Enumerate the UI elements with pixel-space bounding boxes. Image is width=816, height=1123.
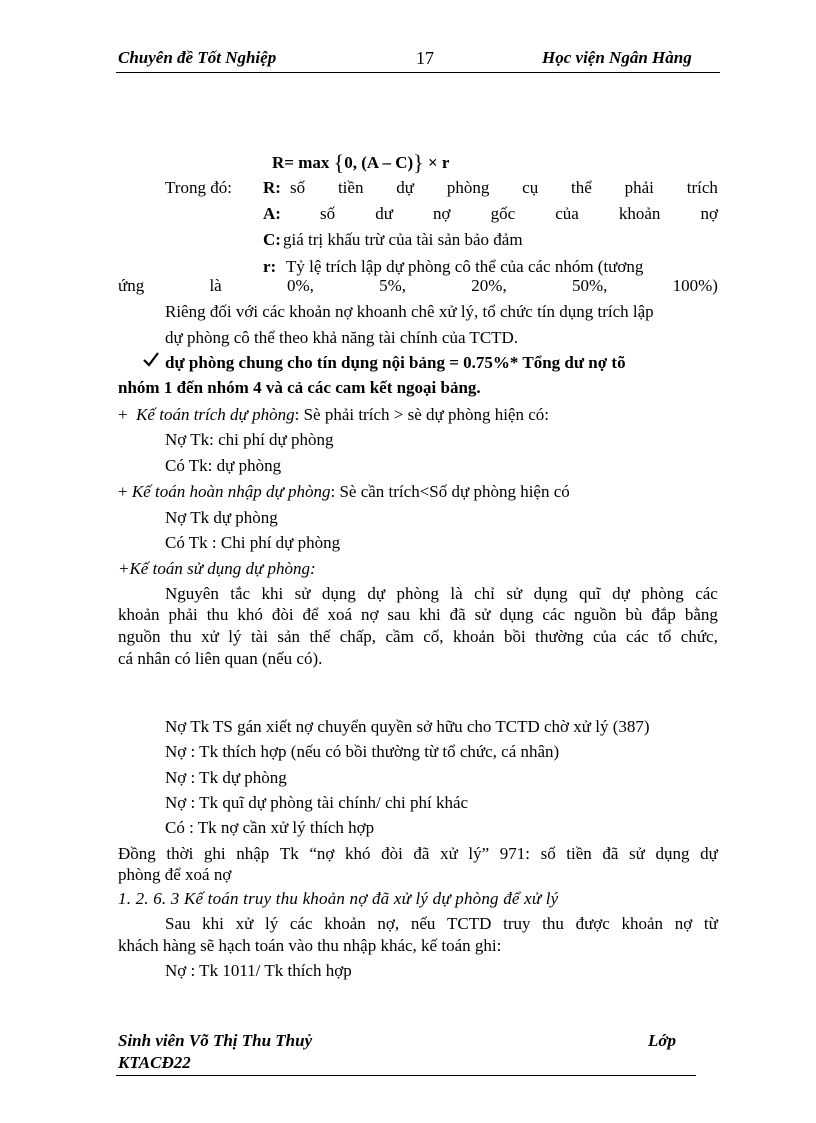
header-right: Học viện Ngân Hàng (542, 48, 692, 67)
formula: R= max {0, (A – C)} × r (272, 150, 450, 175)
def-r-text: Tỷ lệ trích lập dự phòng cô thể của các nhóm (tương (286, 257, 644, 276)
entry-9: Có : Tk nợ cần xử lý thích hợp (165, 818, 375, 837)
def-r-continuation: ứng là 0%, 5%, 20%, 50%, 100%) (118, 276, 718, 295)
footer-student: Sinh viên Võ Thị Thu Thuỷ (118, 1031, 313, 1050)
plus-item-1: + Kế toán trích dự phòng: Sè phải trích > sè dự phòng hiện có: (118, 405, 549, 424)
entry-2: Có Tk: dự phòng (165, 456, 282, 475)
page-number: 17 (416, 48, 434, 68)
footer-class-label: Lớp (648, 1031, 677, 1050)
defs-intro: Trong đó: (165, 178, 232, 197)
def-A-key: A: (263, 204, 281, 223)
para-1-line-1: Riêng đối với các khoản nợ khoanh chê xử lý, tổ chức tín dụng trích lập (165, 302, 654, 321)
entry-4: Có Tk : Chi phí dự phòng (165, 533, 341, 552)
def-R-key: R: (263, 178, 281, 197)
def-C-key: C: (263, 230, 281, 249)
entry-6: Nợ : Tk thích hợp (nếu có bồi thường từ tổ chức, cá nhân) (165, 742, 560, 761)
entry-3: Nợ Tk dự phòng (165, 508, 278, 527)
entry-1: Nợ Tk: chi phí dự phòng (165, 430, 334, 449)
para-2-line-3: nguồn thu xử lý tài sản thế chấp, cầm cố, khoản bồi thường của các tổ chức, (118, 627, 718, 646)
para-3-line-1: Đồng thời ghi nhập Tk “nợ khó đòi đã xử lý” 971: số tiền đã sử dụng dự (118, 844, 718, 863)
footer-class-code: KTACĐ22 (118, 1053, 191, 1072)
entry-8: Nợ : Tk quĩ dự phòng tài chính/ chi phí khác (165, 793, 469, 812)
bullet-line-1: dự phòng chung cho tín dụng nội bảng = 0.75%* Tổng dư nợ tõ (165, 353, 626, 372)
bullet-line-2: nhóm 1 đến nhóm 4 và cả các cam kết ngoại bảng. (118, 378, 481, 397)
def-C-text: giá trị khấu trừ của tài sản bảo đảm (283, 230, 523, 249)
section-heading: 1. 2. 6. 3 Kế toán truy thu khoản nợ đã xử lý dự phòng để xử lý (118, 889, 559, 908)
footer-rule (116, 1075, 696, 1076)
para-4-line-1: Sau khi xử lý các khoản nợ, nếu TCTD truy thu được khoản nợ từ (165, 914, 718, 933)
para-1-line-2: dự phòng cô thể theo khả năng tài chính của TCTD. (165, 328, 519, 347)
def-R-text: số tiền dự phòng cụ thể phải trích (290, 178, 718, 197)
plus-item-2: + Kế toán hoàn nhập dự phòng: Sè cần trích<Số dự phòng hiện có (118, 482, 570, 501)
para-2-line-4: cá nhân có liên quan (nếu có). (118, 649, 323, 668)
entry-7: Nợ : Tk dự phòng (165, 768, 287, 787)
para-4-line-2: khách hàng sẽ hạch toán vào thu nhập khác, kế toán ghi: (118, 936, 502, 955)
para-3-line-2: phòng để xoá nợ (118, 865, 232, 884)
header-left: Chuyên đề Tốt Nghiệp (118, 48, 277, 67)
entry-10: Nợ : Tk 1011/ Tk thích hợp (165, 961, 352, 980)
plus-item-3: +Kế toán sử dụng dự phòng: (118, 559, 316, 578)
def-r-key: r: (263, 257, 277, 276)
checkmark-icon (142, 350, 160, 373)
para-2-line-1: Nguyên tắc khi sử dụng dự phòng là chỉ sử dụng quĩ dự phòng các (165, 584, 718, 603)
header-rule (116, 72, 720, 73)
def-A-text: số dư nợ gốc của khoản nợ (320, 204, 718, 223)
para-2-line-2: khoản phải thu khó đòi để xoá nợ sau khi đã sử dụng các nguồn bù đắp bằng (118, 605, 718, 624)
entry-5: Nợ Tk TS gán xiết nợ chuyển quyền sở hữu cho TCTD chờ xử lý (387) (165, 717, 650, 736)
